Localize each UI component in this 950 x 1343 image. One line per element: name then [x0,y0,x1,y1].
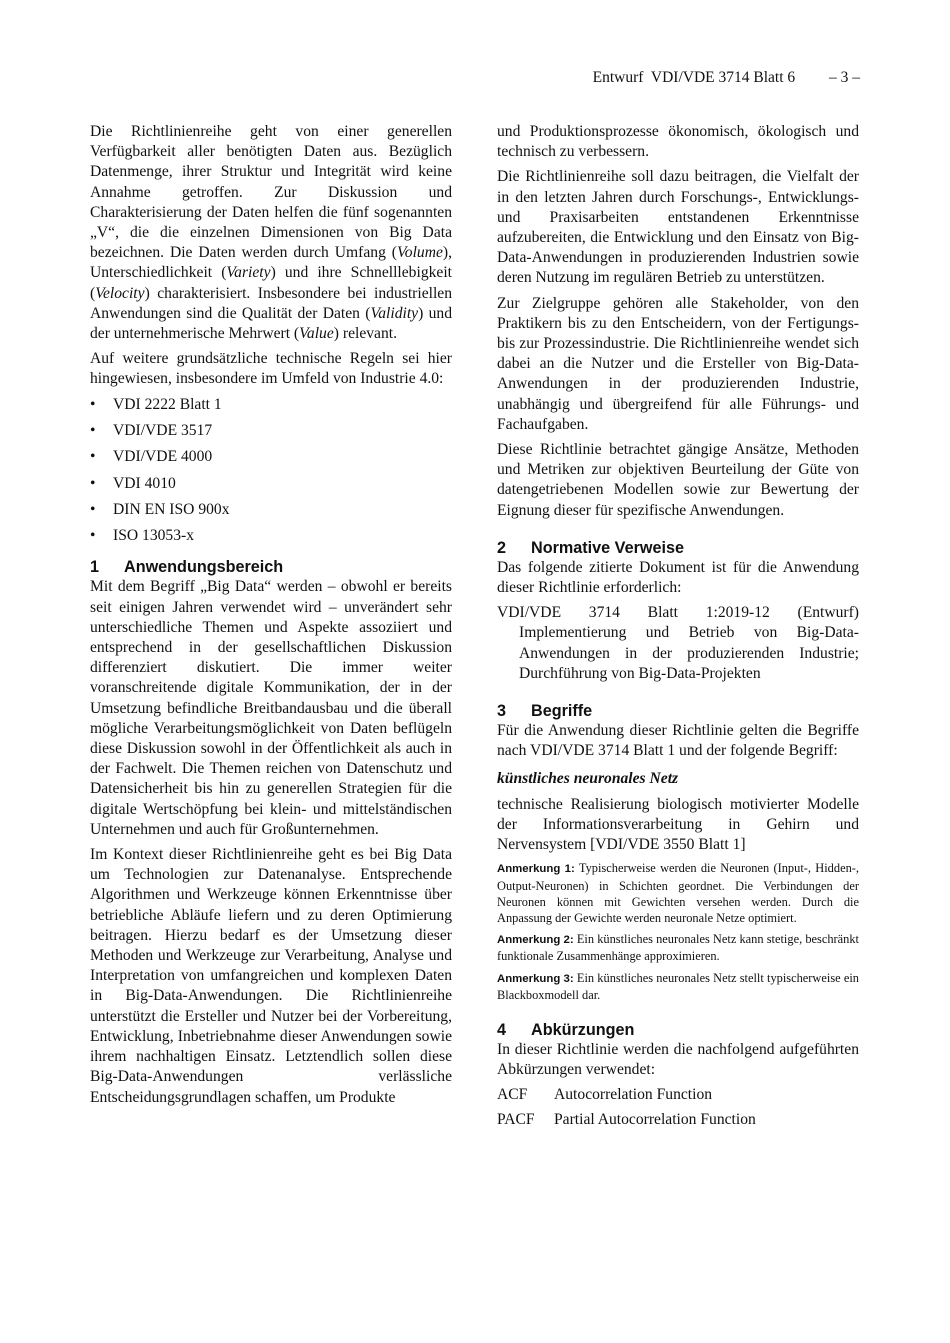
abbreviation: PACF [497,1111,535,1129]
scope-paragraph-2-continued: und Produktionsprozesse ökonomisch, ökologisch und technisch zu verbessern. [497,123,859,161]
terms-intro: Für die Anwendung dieser Richtlinie gelten die Begriffe nach VDI/VDE 3714 Blatt 1 und der folgende Begriff: [497,722,859,760]
note-label: Anmerkung 2: [497,934,574,947]
section-title: Normative Verweise [531,538,684,557]
header-page-number: – 3 – [829,69,860,86]
intro-paragraph-rules: Auf weitere grundsätzliche technische Regeln sei hier hingewiesen, insbesondere im Umfeld von Industrie 4.0: [90,350,452,388]
note-2 [497,931,859,964]
term-validity: Validity [370,304,419,322]
section-number: 1 [90,558,100,577]
abbreviation: ACF [497,1086,528,1104]
right-column [497,122,859,1135]
list-item: • VDI 4010 [90,474,452,500]
section-heading-1 [90,557,452,577]
standards-list [90,395,452,553]
term-volume: Volume [397,244,443,262]
section-heading-4 [497,1020,859,1040]
scope-paragraph-4: Zur Zielgruppe gehören alle Stakeholder, von den Praktikern bis zu den Entscheidern, von der Fertigungs- bis zur Prozessindustrie. Die Richtlinienreihe wendet sich dabei an die Nutzer und die Ersteller von Big-Data-Anwendungen in der produzierenden Industrie, unabhängig und übergreifend für alle Führungs- und Fachaufgaben. [497,294,859,433]
defined-term: künstliches neuronales Netz [497,770,679,788]
term-value: Value [299,325,334,343]
term-definition: technische Realisierung biologisch motivierter Modelle der Informationsverarbeitung in Gehirn und Nervensystem [VDI/VDE 3550 Blatt 1] [497,795,859,854]
section-title: Begriffe [531,702,593,721]
section-title: Anwendungsbereich [124,558,284,577]
page-header [593,69,860,87]
list-item: • VDI/VDE 3517 [90,421,452,447]
list-item: • ISO 13053-x [90,526,452,552]
section-number: 3 [497,702,507,721]
scope-paragraph-3: Die Richtlinienreihe soll dazu beitragen, die Vielfalt der in den letzten Jahren durch Forschungs-, Entwicklungs- und Praxisarbeiten entstandenen Erkenntnisse aufzubereiten, die Entwicklung und den Einsatz von Big-Data-Anwendungen in produzierenden Industrien sowie deren Nutzung im regulären Betrieb zu unterstützen. [497,168,859,287]
abbreviation-expansion: Autocorrelation Function [554,1086,713,1104]
section-heading-3 [497,701,859,721]
term-velocity: Velocity [95,284,145,302]
list-item: • VDI/VDE 4000 [90,447,452,473]
scope-paragraph-5: Diese Richtlinie betrachtet gängige Ansätze, Methoden und Metriken zur objektiven Beurteilung der Güte von datengetriebenen Modellen sowie zur Bewertung der Eignung dieser für spezifische Anwendungen. [497,441,859,519]
text-run: ), Unterschiedlichkeit ( [90,244,452,282]
list-item: • DIN EN ISO 900x [90,500,452,526]
note-label: Anmerkung 3: [497,972,574,985]
text-run: ) und der unternehmerische Mehrwert ( [90,304,452,343]
note-text: Ein künstliches neuronales Netz stellt typischerweise ein Blackboxmodell dar. [497,970,859,1002]
section-title: Abkürzungen [531,1020,635,1039]
abbreviation-row [497,1085,859,1110]
abbreviation-row [497,1110,859,1135]
text-run: Die Richtlinienreihe geht von einer generellen Verfügbarkeit aller benötigten Daten aus. Bezüglich Datenmenge, ihrer Struktur und Integrität wird keine Annahme getroffen. Zur Diskussion und Charakterisierung der Daten helfen die fünf sogenannten „V“, die die einzelnen Dimensionen von Big Data bezeichnen. Die Daten werden durch Umfang ( [90,123,452,262]
text-run: ) charakterisiert. Insbesondere bei industriellen Anwendungen sind die Qualität der Daten ( [90,284,452,322]
intro-paragraph-v [90,122,452,344]
scope-paragraph-1: Mit dem Begriff „Big Data“ werden – obwohl er bereits seit einigen Jahren verwendet wird – unverändert sehr unterschiedliche Themen und Aspekte assoziiert und entsprechend in der gesellschaftlichen Diskussion differenziert diskutiert. Die immer weiter voranschreitende digitale Kommunikation, der in der Umsetzung befindliche Breitbandausbau und die überall mögliche Verarbeitungsmöglichkeit von Daten beflügeln diese Diskussion sowohl in der Öffentlichkeit als auch in der Fachwelt. Die Themen reichen von Datenschutz und Datensicherheit bis hin zu generellen Strategien für die digitale Wertschöpfung bei klein- und mittelständischen Unternehmen und auch für Großunternehmen. [90,578,452,838]
abbreviation-expansion: Partial Autocorrelation Function [554,1111,756,1129]
left-column [90,122,452,1113]
note-label: Anmerkung 1: [497,863,575,876]
normative-intro: Das folgende zitierte Dokument ist für die Anwendung dieser Richtlinie erforderlich: [497,558,859,597]
section-number: 4 [497,1020,507,1039]
note-text: Ein künstliches neuronales Netz kann stetige, beschränkt funktionale Zusammenhänge approximieren. [497,932,859,964]
note-text: Typischerweise werden die Neuronen (Input-, Hidden-, Output-Neuronen) in Schichten geordnet. Die Verbindungen der Neuronen können mit Gewichten versehen werden. Durch die Anpassung der Gewichte werden neuronale Netze optimiert. [497,861,859,925]
text-run: ) relevant. [333,325,397,343]
text-run: ) und ihre Schnelllebigkeit ( [90,264,452,302]
note-3 [497,970,859,1003]
note-1 [497,860,859,926]
term-variety: Variety [226,264,271,282]
list-item: • VDI 2222 Blatt 1 [90,395,452,421]
scope-paragraph-2: Im Kontext dieser Richtlinienreihe geht es bei Big Data um Technologien zur Datenanalyse. Entsprechende Algorithmen und Werkzeuge können Erkenntnisse über betriebliche Abläufe liefern und zu deren Optimierung beitragen. Hierzu bedarf es der Umsetzung dieser Methoden und Werkzeuge zur Verarbeitung, Analyse und Interpretation von umfangreichen und komplexen Daten in Big-Data-Anwendungen. Die Richtlinienreihe unterstützt die Ersteller und Nutzer bei der Vorbereitung, Entwicklung, Inbetriebnahme dieser Anwendungen sowie ihrem nachhaltigen Einsatz. Letztendlich sollen diese Big-Data-Anwendungen verlässliche Entscheidungsgrundlagen schaffen, um Produkte [90,846,452,1106]
section-number: 2 [497,538,507,557]
normative-reference: VDI/VDE 3714 Blatt 1:2019-12 (Entwurf) Implementierung und Betrieb von Big-Data-Anwendungen in der produzierenden Industrie; Durchführung von Big-Data-Projekten [497,604,859,682]
header-document-id: Entwurf VDI/VDE 3714 Blatt 6 [592,69,796,86]
abbreviations-intro: In dieser Richtlinie werden die nachfolgend aufgeführten Abkürzungen verwendet: [497,1040,859,1079]
section-heading-2 [497,538,859,558]
